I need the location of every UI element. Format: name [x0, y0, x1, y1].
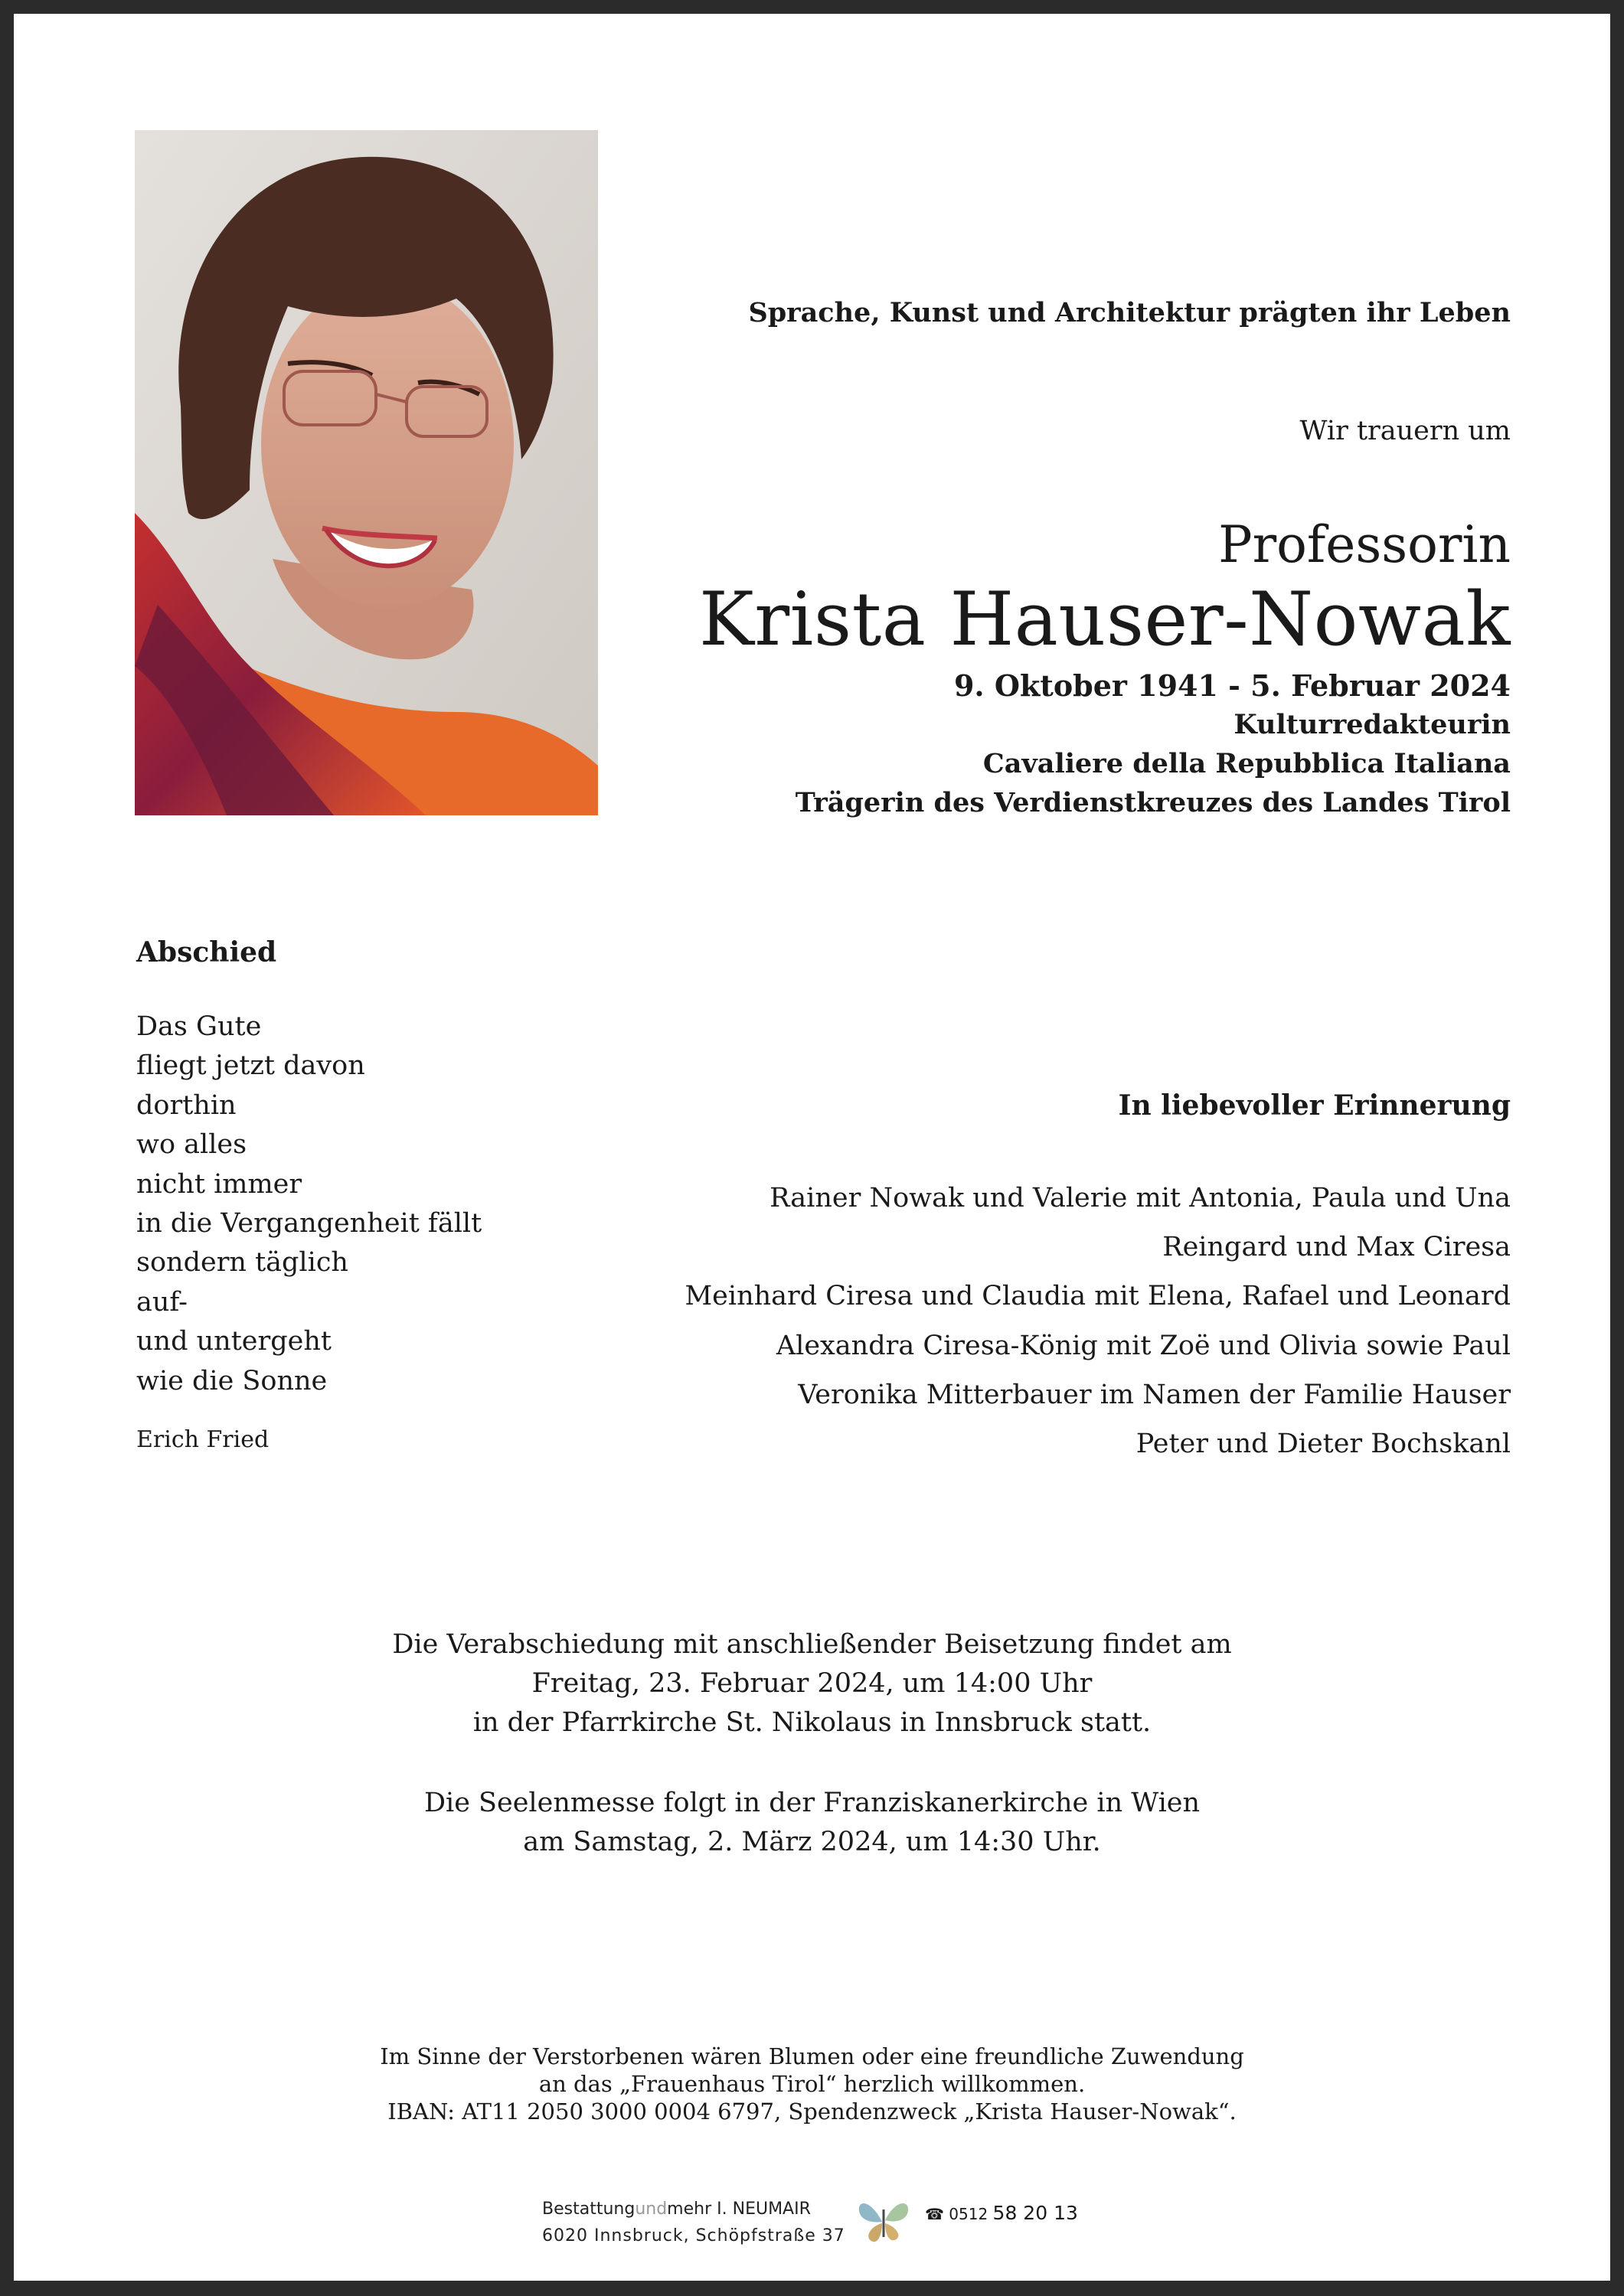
poem-line: wie die Sonne — [136, 1365, 328, 1396]
poem-line: in die Vergangenheit fällt — [136, 1208, 482, 1239]
academic-title: Professorin — [1218, 515, 1511, 574]
poem-line: sondern täglich — [136, 1247, 348, 1279]
mourner-line: Veronika Mitterbauer im Namen der Familie Hauser — [798, 1379, 1511, 1410]
mass-line: am Samstag, 2. März 2024, um 14:30 Uhr. — [523, 1827, 1101, 1857]
funeral-home-name — [542, 2200, 845, 2219]
portrait-photo — [135, 130, 598, 815]
mourner-line: Peter und Dieter Bochskanl — [1135, 1429, 1511, 1460]
poem-text — [136, 1008, 482, 1401]
obituary-sheet — [14, 14, 1610, 2281]
brand-part: Bestattung — [542, 2200, 636, 2219]
farewell-line: in der Pfarrkirche St. Nikolaus in Innsbruck statt. — [472, 1707, 1152, 1738]
brand-part: und — [635, 2200, 668, 2219]
farewell-line: Freitag, 23. Februar 2024, um 14:00 Uhr — [531, 1668, 1093, 1699]
mass-line: Die Seelenmesse folgt in der Franziskanerkirche in Wien — [423, 1788, 1201, 1818]
honor-item: Kulturredakteurin — [1234, 709, 1511, 740]
funeral-home-address: 6020 Innsbruck, Schöpfstraße 37 — [542, 2226, 845, 2245]
honor-item: Cavaliere della Repubblica Italiana — [982, 748, 1511, 779]
farewell-info — [14, 1625, 1610, 1742]
funeral-home-footer — [542, 2200, 845, 2245]
farewell-line: Die Verabschiedung mit anschließender Beisetzung findet am — [392, 1629, 1232, 1660]
donation-line: an das „Frauenhaus Tirol“ herzlich willkommen. — [538, 2071, 1086, 2097]
poem-heading: Abschied — [136, 936, 277, 968]
donation-line: IBAN: AT11 2050 3000 0004 6797, Spendenzweck „Krista Hauser-Nowak“. — [387, 2098, 1237, 2125]
deceased-name: Krista Hauser-Nowak — [699, 576, 1511, 662]
poem-line: dorthin — [136, 1089, 237, 1121]
honors — [796, 705, 1511, 822]
mourner-line: Alexandra Ciresa-König mit Zoë und Olivia sowie Paul — [776, 1330, 1511, 1361]
life-dates: 9. Oktober 1941 - 5. Februar 2024 — [953, 668, 1511, 703]
poem-author: Erich Fried — [136, 1426, 270, 1453]
phone-number: 58 20 13 — [992, 2202, 1078, 2224]
brand-part: I. NEUMAIR — [711, 2200, 811, 2219]
mourner-line: Reingard und Max Ciresa — [1162, 1232, 1511, 1263]
mourner-line: Meinhard Ciresa und Claudia mit Elena, Rafael und Leonard — [685, 1281, 1511, 1312]
donation-line: Im Sinne der Verstorbenen wären Blumen oder eine freundliche Zuwendung — [380, 2043, 1244, 2069]
donation-note — [14, 2043, 1610, 2125]
mass-info — [14, 1784, 1610, 1862]
poem-line: auf- — [136, 1286, 188, 1318]
poem-line: nicht immer — [136, 1168, 302, 1200]
mourn-intro: Wir trauern um — [1299, 416, 1511, 446]
poem-line: wo alles — [136, 1129, 247, 1161]
memory-heading: In liebevoller Erinnerung — [1118, 1089, 1511, 1122]
motto: Sprache, Kunst und Architektur prägten ihr Leben — [748, 297, 1511, 328]
poem-line: und untergeht — [136, 1326, 332, 1357]
mourner-line: Rainer Nowak und Valerie mit Antonia, Paula und Una — [770, 1183, 1511, 1213]
mourners-list — [685, 1174, 1511, 1468]
honor-item: Trägerin des Verdienstkreuzes des Landes Tirol — [795, 787, 1511, 818]
poem-line: fliegt jetzt davon — [136, 1050, 365, 1082]
phone-prefix: 0512 — [949, 2205, 988, 2223]
butterfly-logo-icon — [856, 2196, 911, 2248]
funeral-home-phone — [925, 2202, 1078, 2224]
poem-line: Das Gute — [136, 1011, 262, 1042]
phone-icon: ☎ — [925, 2205, 944, 2223]
brand-part: mehr — [667, 2200, 712, 2219]
